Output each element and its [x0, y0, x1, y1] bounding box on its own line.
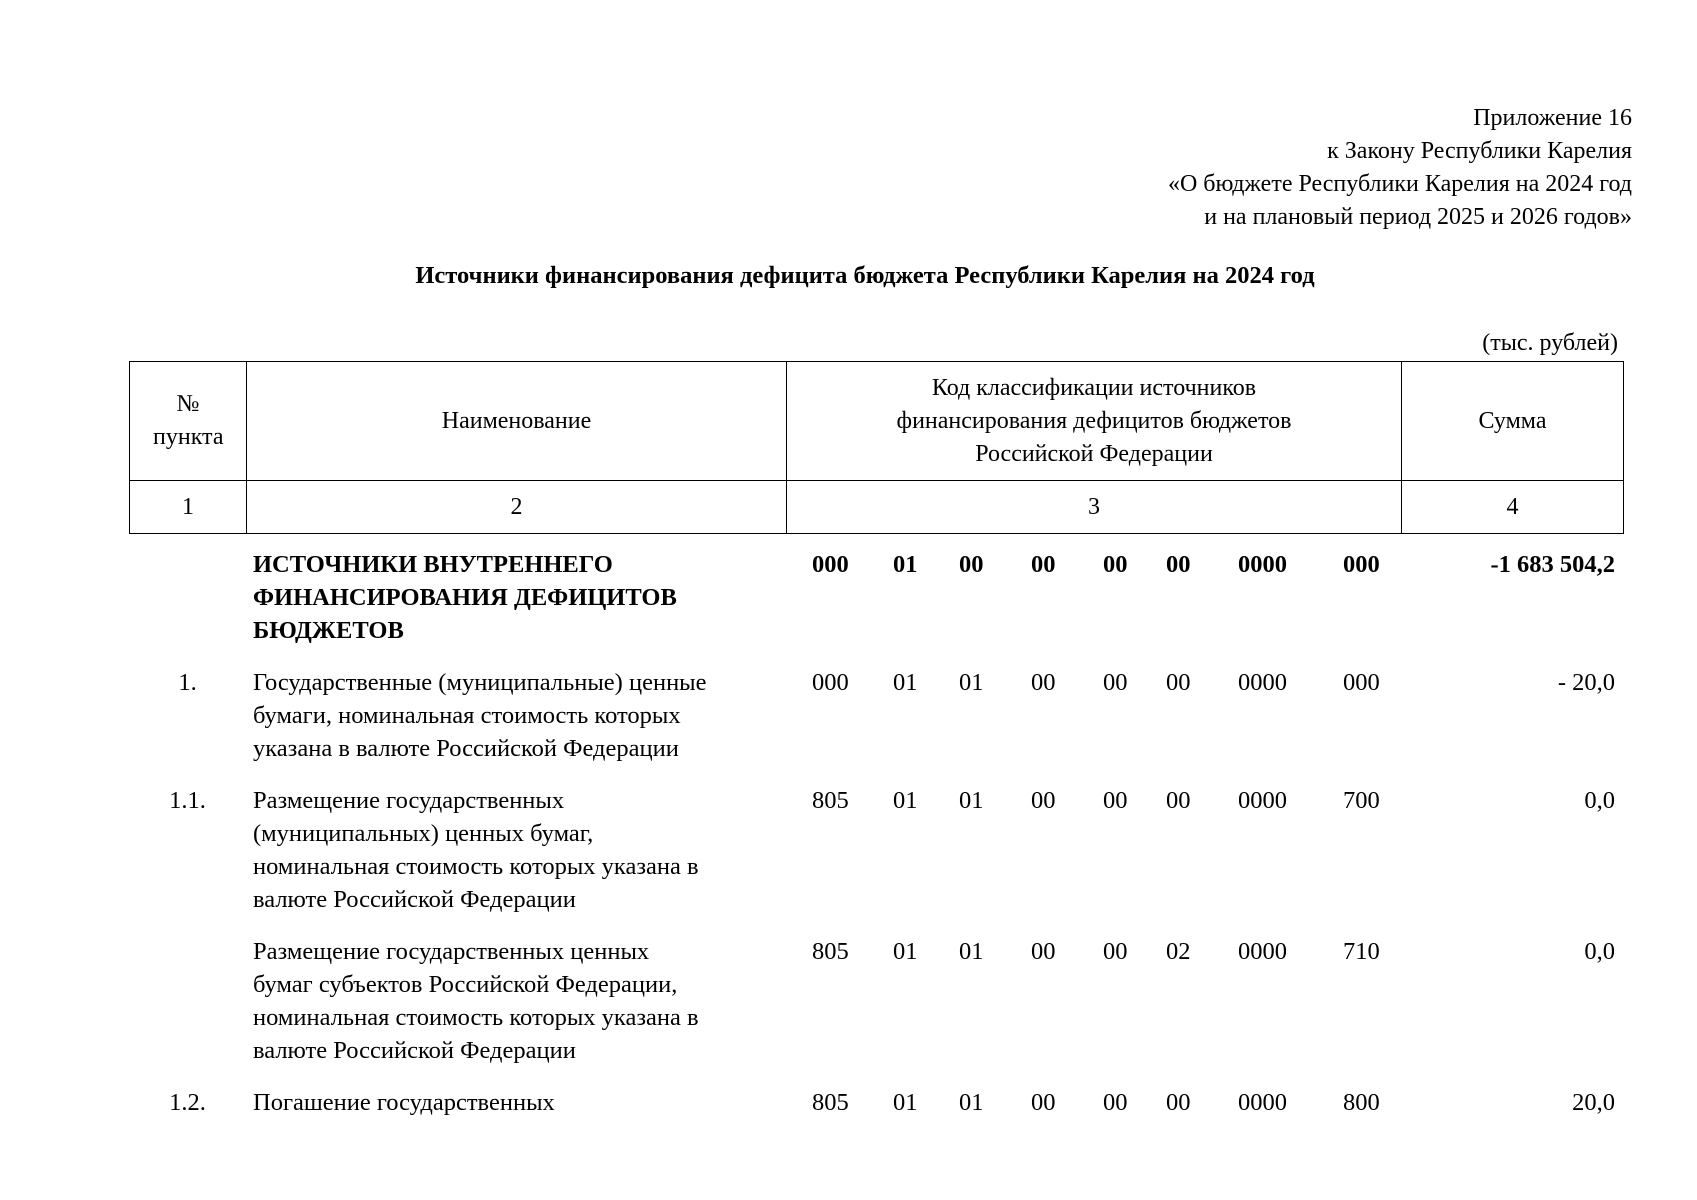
code-subgroup: 01 [959, 787, 984, 814]
code-subarticle: 00 [1103, 551, 1128, 578]
row-name-line: валюте Российской Федерации [253, 1037, 576, 1064]
code-program: 0000 [1238, 669, 1287, 696]
code-subarticle: 00 [1103, 787, 1128, 814]
column-header-number [130, 362, 247, 481]
code-admin: 805 [812, 787, 849, 814]
appendix-line: к Закону Республики Карелия [1327, 138, 1632, 164]
row-name [253, 666, 793, 765]
row-name-line: БЮДЖЕТОВ [253, 617, 404, 644]
row-name-line: ФИНАНСИРОВАНИЯ ДЕФИЦИТОВ [253, 584, 677, 611]
code-admin: 805 [812, 1089, 849, 1116]
row-number: 1.2. [169, 1089, 206, 1116]
code-subgroup: 01 [959, 669, 984, 696]
code-kind: 710 [1343, 938, 1380, 965]
row-sum: 0,0 [1584, 938, 1615, 965]
row-name-line: номинальная стоимость которых указана в [253, 853, 699, 880]
code-subarticle: 00 [1103, 1089, 1128, 1116]
row-name-line: Размещение государственных ценных [253, 938, 650, 965]
row-number: 1. [178, 669, 197, 696]
row-name [253, 1086, 793, 1119]
row-name [253, 548, 793, 647]
appendix-line: Приложение 16 [1473, 105, 1632, 131]
code-program: 0000 [1238, 938, 1287, 965]
code-subarticle: 00 [1103, 938, 1128, 965]
code-kind: 800 [1343, 1089, 1380, 1116]
code-group: 01 [893, 787, 918, 814]
row-name-line: (муниципальных) ценных бумаг, [253, 820, 594, 847]
row-sum: 0,0 [1584, 787, 1615, 814]
code-subgroup: 01 [959, 938, 984, 965]
row-name [253, 935, 793, 1067]
code-element: 00 [1166, 669, 1191, 696]
row-name [253, 784, 793, 916]
row-name-line: валюте Российской Федерации [253, 886, 576, 913]
header-row [130, 362, 1624, 481]
row-sum: - 20,0 [1557, 669, 1615, 696]
column-header-code-text: Код классификации источников финансирования дефицитов бюджетов Российской Федерации [896, 374, 1292, 467]
row-sum: -1 683 504,2 [1490, 551, 1615, 578]
code-kind: 000 [1343, 669, 1380, 696]
row-sum: 20,0 [1572, 1089, 1615, 1116]
column-number-row [130, 481, 1624, 534]
column-header-number-text: № пункта [153, 391, 224, 450]
code-kind: 700 [1343, 787, 1380, 814]
code-article: 00 [1031, 551, 1056, 578]
table-row [129, 935, 1623, 1086]
code-kind: 000 [1343, 551, 1380, 578]
table-row [129, 548, 1623, 666]
code-group: 01 [893, 938, 918, 965]
document-title: Источники финансирования дефицита бюджета Республики Карелия на 2024 год [415, 262, 1315, 289]
table-body [129, 548, 1623, 1126]
code-program: 0000 [1238, 787, 1287, 814]
column-number: 1 [130, 481, 247, 534]
appendix-header [1168, 102, 1632, 234]
code-article: 00 [1031, 787, 1056, 814]
code-element: 00 [1166, 787, 1191, 814]
code-subgroup: 00 [959, 551, 984, 578]
column-number: 2 [247, 481, 787, 534]
row-number: 1.1. [169, 787, 206, 814]
row-name-line: номинальная стоимость которых указана в [253, 1004, 699, 1031]
column-header-code [787, 362, 1402, 481]
code-element: 02 [1166, 938, 1191, 965]
code-admin: 805 [812, 938, 849, 965]
code-article: 00 [1031, 669, 1056, 696]
column-header-sum: Сумма [1402, 362, 1624, 481]
table-row [129, 1086, 1623, 1126]
table-header [129, 361, 1624, 534]
appendix-line: и на плановый период 2025 и 2026 годов» [1204, 204, 1632, 230]
column-header-name: Наименование [247, 362, 787, 481]
table-row [129, 666, 1623, 784]
appendix-line: «О бюджете Республики Карелия на 2024 год [1167, 171, 1632, 197]
code-article: 00 [1031, 1089, 1056, 1116]
code-element: 00 [1166, 1089, 1191, 1116]
column-number: 3 [787, 481, 1402, 534]
column-number: 4 [1402, 481, 1624, 534]
row-name-line: Размещение государственных [253, 787, 565, 814]
code-element: 00 [1166, 551, 1191, 578]
code-group: 01 [893, 551, 918, 578]
code-group: 01 [893, 669, 918, 696]
code-article: 00 [1031, 938, 1056, 965]
row-name-line: Государственные (муниципальные) ценные [253, 669, 707, 696]
code-subarticle: 00 [1103, 669, 1128, 696]
row-name-line: Погашение государственных [253, 1089, 555, 1116]
code-group: 01 [893, 1089, 918, 1116]
code-program: 0000 [1238, 551, 1287, 578]
units-label: (тыс. рублей) [1482, 330, 1618, 356]
row-name-line: указана в валюте Российской Федерации [253, 735, 679, 762]
row-name-line: бумаги, номинальная стоимость которых [253, 702, 681, 729]
row-name-line: бумаг субъектов Российской Федерации, [253, 971, 678, 998]
table-row [129, 784, 1623, 935]
code-admin: 000 [812, 551, 849, 578]
code-admin: 000 [812, 669, 849, 696]
code-subgroup: 01 [959, 1089, 984, 1116]
row-name-line: ИСТОЧНИКИ ВНУТРЕННЕГО [253, 551, 613, 578]
code-program: 0000 [1238, 1089, 1287, 1116]
